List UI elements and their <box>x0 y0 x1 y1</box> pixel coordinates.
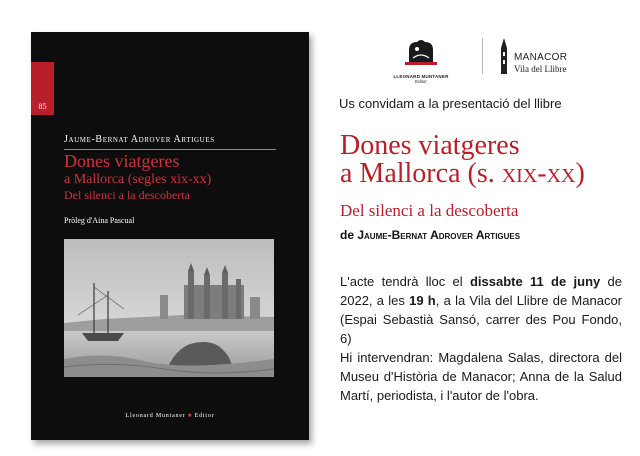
book-cover <box>31 32 309 440</box>
cover-subtitle: a Mallorca (segles xix-xx) <box>64 172 212 187</box>
speakers-paragraph: Hi intervendran: Magdalena Salas, directora del Museu d'Història de Manacor; Anna de la Salud Martí, periodista, i l'autor de l'obra. <box>340 350 622 403</box>
cover-publisher-editor: Editor <box>194 413 215 419</box>
manacor-logo <box>492 38 612 78</box>
harbor-engraving-icon <box>64 239 274 377</box>
event-date: dissabte 11 de juny <box>469 274 601 289</box>
cover-engraving-image <box>64 239 274 377</box>
cover-divider <box>64 149 276 150</box>
book-title-line2: a Mallorca (s. <box>340 158 502 189</box>
book-title <box>340 132 585 188</box>
cover-title: Dones viatgeres <box>64 151 180 171</box>
series-number-tab: 85 <box>31 62 54 115</box>
manacor-logo-vila: Vila del Llibre <box>514 64 567 74</box>
publisher-logo-name: LLEONARD MUNTANER <box>393 74 449 79</box>
invitation-intro: Us convidam a la presentació del llibre <box>339 96 562 111</box>
event-details <box>340 272 622 348</box>
bell-tower-icon <box>498 38 510 76</box>
cover-publisher-name: Lleonard Muntaner <box>125 413 186 419</box>
manacor-logo-city: MANACOR <box>514 52 568 63</box>
event-details-intro: L'acte tendrà lloc el <box>340 274 470 289</box>
cover-publisher <box>31 413 309 419</box>
cover-tagline: Del silenci a la descoberta <box>64 188 190 202</box>
publisher-logo-sub: Editor <box>415 79 427 84</box>
event-location: , a la Vila del Llibre de Manacor (Espai Sebastià Sansó, carrer des Pou Fondo, 6) <box>340 293 623 346</box>
event-time: 19 h <box>409 293 436 308</box>
book-title-centuries: xix-xx <box>501 158 576 189</box>
book-author-prefix: de <box>340 228 358 242</box>
cover-author: Jaume-Bernat Adrover Artigues <box>64 134 215 145</box>
book-author-name: Jaume-Bernat Adrover Artigues <box>357 228 521 242</box>
event-year-text: de 2022, a les <box>340 274 623 308</box>
publisher-logo <box>378 36 464 88</box>
book-author <box>340 228 520 242</box>
book-title-line1: Dones viatgeres <box>340 130 520 161</box>
cover-prologue: Pròleg d'Aina Pascual <box>64 216 135 225</box>
lion-crest-icon <box>401 36 441 68</box>
book-title-close: ) <box>575 158 585 189</box>
cover-publisher-dot-icon: ■ <box>187 413 193 419</box>
book-subtitle: Del silenci a la descoberta <box>340 201 519 220</box>
logo-divider <box>482 38 483 74</box>
